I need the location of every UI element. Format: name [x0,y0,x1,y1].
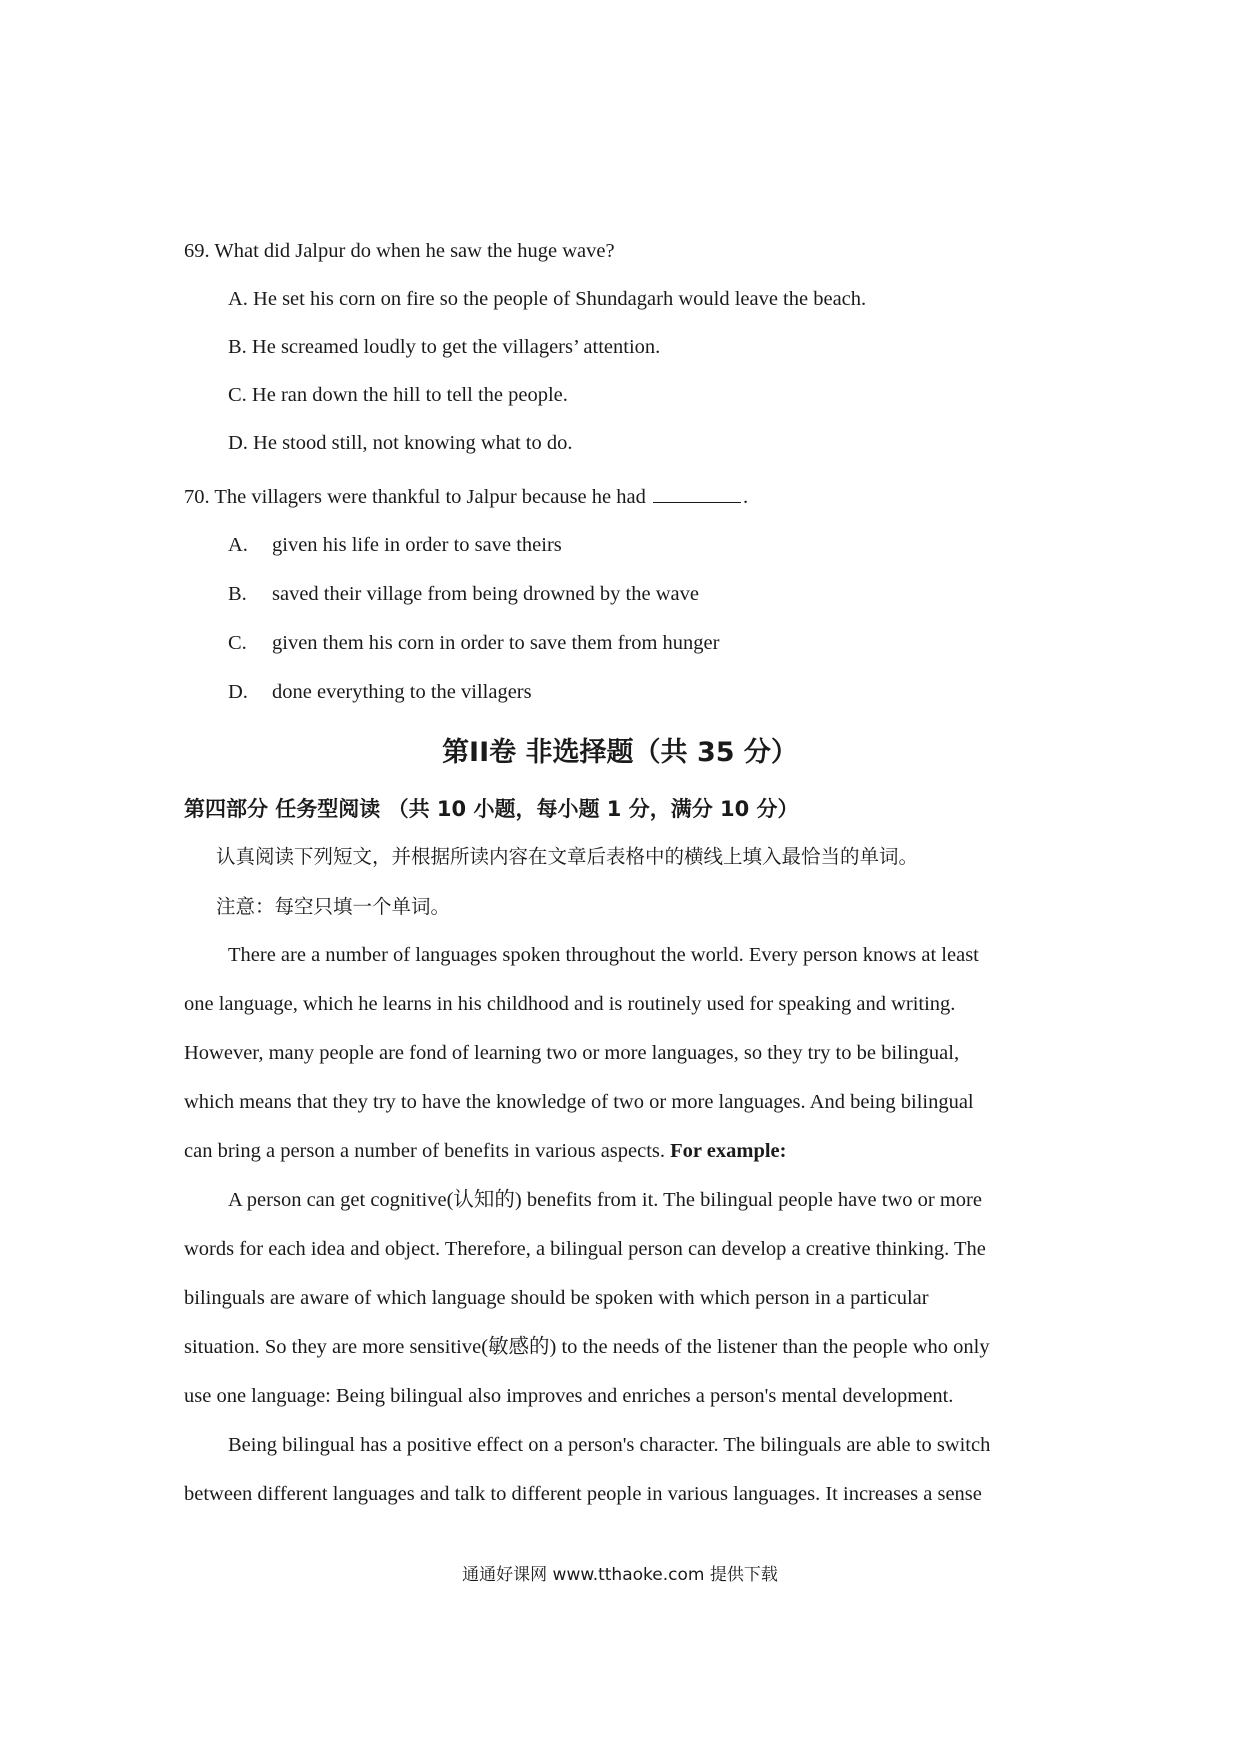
answer-blank [653,484,741,503]
page-footer: 通通好课网 www.tthaoke.com 提供下载 [462,1565,778,1585]
passage-p2-line-3: bilinguals are aware of which language should be spoken with which person in a particular [184,1287,929,1309]
question-70-option-b-letter: B. [228,583,247,605]
question-69-option-c: C. He ran down the hill to tell the people. [228,384,568,406]
passage-p1-line-5-text: can bring a person a number of benefits in various aspects. [184,1140,671,1162]
question-69-stem: 69. What did Jalpur do when he saw the huge wave? [184,240,615,262]
passage-p2-line-1: A person can get cognitive(认知的) benefits from it. The bilingual people have two or more [228,1189,982,1211]
question-70-stem-end: . [742,486,749,508]
question-70-option-c-text: given them his corn in order to save them from hunger [272,632,720,654]
for-example-label: For example: [670,1140,787,1162]
instructions-line-2: 注意：每空只填一个单词。 [216,895,451,918]
question-70-option-a-letter: A. [228,534,248,556]
passage-p1-line-3: However, many people are fond of learning two or more languages, so they try to be bilingual, [184,1042,960,1064]
question-70-option-d-letter: D. [228,681,248,703]
question-70-option-a-text: given his life in order to save theirs [272,534,562,556]
part-title: 第II卷 非选择题（共 35 分） [442,737,798,768]
passage-p2-line-4: situation. So they are more sensitive(敏感的) to the needs of the listener than the people who only [184,1336,990,1358]
question-69-option-b: B. He screamed loudly to get the villagers’ attention. [228,336,661,358]
passage-p3-line-1: Being bilingual has a positive effect on a person's character. The bilinguals are able to switch [228,1434,991,1456]
question-70-stem-text: 70. The villagers were thankful to Jalpur because he had [184,486,646,508]
passage-p2-line-5: use one language: Being bilingual also improves and enriches a person's mental development. [184,1385,954,1407]
question-69-option-a: A. He set his corn on fire so the people of Shundagarh would leave the beach. [228,288,867,310]
passage-p3-line-2: between different languages and talk to different people in various languages. It increases a sense [184,1483,982,1505]
passage-p1-line-2: one language, which he learns in his childhood and is routinely used for speaking and writing. [184,993,956,1015]
passage-p1-line-1: There are a number of languages spoken throughout the world. Every person knows at least [228,944,979,966]
question-70-stem [184,484,748,510]
question-69-option-d: D. He stood still, not knowing what to do. [228,432,573,454]
question-70-option-c-letter: C. [228,632,247,654]
passage-p1-line-4: which means that they try to have the knowledge of two or more languages. And being bilingual [184,1091,974,1113]
passage-p1-line-5 [184,1138,786,1164]
question-70-option-b-text: saved their village from being drowned by the wave [272,583,699,605]
instructions-line-1: 认真阅读下列短文，并根据所读内容在文章后表格中的横线上填入最恰当的单词。 [216,845,919,868]
passage-p2-line-2: words for each idea and object. Therefore, a bilingual person can develop a creative thinking. The [184,1238,986,1260]
section-heading: 第四部分 任务型阅读 （共 10 小题，每小题 1 分，满分 10 分） [184,797,799,821]
question-70-option-d-text: done everything to the villagers [272,681,532,703]
